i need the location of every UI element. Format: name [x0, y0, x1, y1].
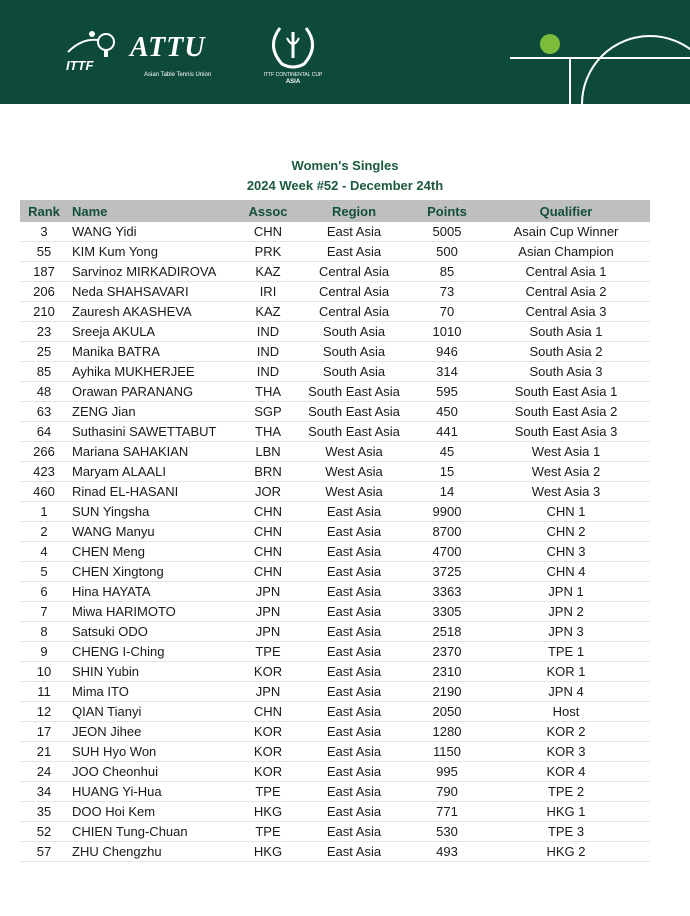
- assoc-cell: HKG: [253, 844, 283, 859]
- qualifier-cell: Central Asia 3: [525, 304, 607, 319]
- rank-cell: 1: [40, 504, 48, 519]
- qualifiers-table: [20, 200, 650, 862]
- rank-cell: 85: [36, 364, 52, 379]
- qualifier-cell: West Asia 3: [531, 484, 601, 499]
- assoc-cell: KOR: [253, 724, 283, 739]
- assoc-cell: IRI: [259, 284, 277, 299]
- table-row: [20, 742, 650, 762]
- region-cell: South Asia: [322, 344, 386, 359]
- assoc-cell: JPN: [255, 604, 281, 619]
- points-cell: 3305: [432, 604, 462, 619]
- ittf-logo: [62, 28, 122, 73]
- table-row: [20, 562, 650, 582]
- table-row: [20, 302, 650, 322]
- cup-line-1: ITTF CONTINENTAL CUP: [263, 72, 323, 78]
- header-banner: [0, 0, 690, 104]
- assoc-cell: THA: [255, 384, 281, 399]
- name-cell: Sarvinoz MIRKADIROVA: [72, 264, 217, 279]
- assoc-cell: CHN: [253, 544, 283, 559]
- rank-cell: 24: [36, 764, 52, 779]
- region-cell: East Asia: [326, 744, 382, 759]
- name-cell: Orawan PARANANG: [72, 384, 194, 399]
- name-cell: Hina HAYATA: [72, 584, 151, 599]
- qualifier-cell: South Asia 2: [529, 344, 603, 359]
- name-cell: JOO Cheonhui: [72, 764, 158, 779]
- rank-cell: 35: [36, 804, 52, 819]
- rank-cell: 11: [37, 684, 51, 699]
- qualifier-cell: JPN 2: [548, 604, 584, 619]
- rank-cell: 23: [36, 324, 52, 339]
- name-cell: Manika BATRA: [72, 344, 160, 359]
- table-row: [20, 662, 650, 682]
- assoc-cell: JPN: [255, 584, 281, 599]
- qualifier-cell: TPE 1: [547, 644, 585, 659]
- region-cell: East Asia: [326, 824, 382, 839]
- qualifier-cell: HKG 2: [546, 844, 586, 859]
- rank-cell: 7: [40, 604, 48, 619]
- name-cell: Suthasini SAWETTABUT: [72, 424, 217, 439]
- points-cell: 85: [439, 264, 455, 279]
- name-cell: JEON Jihee: [72, 724, 142, 739]
- assoc-cell: TPE: [255, 644, 281, 659]
- rank-cell: 423: [33, 464, 55, 479]
- points-cell: 15: [439, 464, 455, 479]
- name-cell: Rinad EL-HASANI: [72, 484, 179, 499]
- region-cell: East Asia: [326, 664, 382, 679]
- column-header-rank: Rank: [20, 200, 68, 222]
- name-cell: CHEN Xingtong: [72, 564, 164, 579]
- qualifier-cell: West Asia 2: [531, 464, 601, 479]
- region-cell: South East Asia: [308, 384, 400, 399]
- table-header-row: [20, 200, 650, 222]
- cup-emblem-icon: [258, 24, 328, 70]
- region-cell: East Asia: [326, 584, 382, 599]
- assoc-cell: IND: [256, 324, 280, 339]
- region-cell: East Asia: [326, 644, 382, 659]
- table-row: [20, 602, 650, 622]
- table-tennis-table-graphic: [510, 0, 690, 104]
- assoc-cell: JOR: [255, 484, 281, 499]
- table-row: [20, 522, 650, 542]
- qualifier-cell: South Asia 1: [529, 324, 603, 339]
- qualifier-cell: KOR 1: [546, 664, 586, 679]
- qualifier-cell: Central Asia 2: [525, 284, 607, 299]
- page-title: Women's Singles: [291, 158, 399, 173]
- table-row: [20, 262, 650, 282]
- cup-line-2: ASIA: [285, 79, 301, 85]
- assoc-cell: KOR: [253, 764, 283, 779]
- qualifier-cell: South East Asia 3: [514, 424, 618, 439]
- rank-cell: 9: [40, 644, 48, 659]
- region-cell: East Asia: [326, 684, 382, 699]
- points-cell: 1150: [433, 744, 461, 759]
- qualifier-cell: KOR 2: [546, 724, 586, 739]
- assoc-cell: TPE: [255, 784, 281, 799]
- region-cell: West Asia: [325, 484, 383, 499]
- points-cell: 2050: [432, 704, 462, 719]
- table-row: [20, 822, 650, 842]
- table-row: [20, 402, 650, 422]
- region-cell: Central Asia: [318, 304, 390, 319]
- points-cell: 946: [436, 344, 458, 359]
- region-cell: Central Asia: [318, 284, 390, 299]
- points-cell: 4700: [432, 544, 462, 559]
- points-cell: 14: [439, 484, 455, 499]
- name-cell: Mariana SAHAKIAN: [72, 444, 189, 459]
- points-cell: 2518: [432, 624, 462, 639]
- table-row: [20, 582, 650, 602]
- table-row: [20, 422, 650, 442]
- qualifier-cell: Host: [552, 704, 580, 719]
- attu-logo-mark: ATTU: [130, 32, 206, 63]
- assoc-cell: JPN: [255, 624, 281, 639]
- name-cell: Ayhika MUKHERJEE: [72, 364, 195, 379]
- region-cell: East Asia: [326, 624, 382, 639]
- points-cell: 771: [436, 804, 458, 819]
- paddle-icon: [62, 28, 122, 60]
- rank-cell: 64: [36, 424, 52, 439]
- rank-cell: 25: [36, 344, 52, 359]
- assoc-cell: LBN: [255, 444, 281, 459]
- rank-cell: 266: [33, 444, 55, 459]
- qualifier-cell: CHN 2: [546, 524, 586, 539]
- region-cell: East Asia: [326, 724, 382, 739]
- rank-cell: 187: [33, 264, 55, 279]
- rank-cell: 63: [36, 404, 52, 419]
- table-row: [20, 542, 650, 562]
- points-cell: 314: [436, 364, 458, 379]
- rank-cell: 52: [36, 824, 52, 839]
- rank-cell: 2: [40, 524, 48, 539]
- name-cell: QIAN Tianyi: [72, 704, 142, 719]
- table-row: [20, 682, 650, 702]
- ball-icon: [540, 34, 560, 54]
- points-cell: 1280: [432, 724, 462, 739]
- table-body: [20, 222, 650, 862]
- region-cell: South Asia: [322, 324, 386, 339]
- points-cell: 2190: [432, 684, 462, 699]
- name-cell: WANG Manyu: [72, 524, 155, 539]
- assoc-cell: TPE: [255, 824, 281, 839]
- table-row: [20, 702, 650, 722]
- name-cell: ZHU Chengzhu: [72, 844, 162, 859]
- region-cell: South Asia: [322, 364, 386, 379]
- qualifier-cell: CHN 3: [546, 544, 586, 559]
- assoc-cell: CHN: [253, 704, 283, 719]
- points-cell: 995: [436, 764, 458, 779]
- points-cell: 790: [436, 784, 458, 799]
- name-cell: Mima ITO: [72, 684, 129, 699]
- assoc-cell: IND: [256, 364, 280, 379]
- page-subtitle: 2024 Week #52 - December 24th: [246, 178, 444, 193]
- column-header-points: Points: [412, 200, 482, 222]
- qualifier-cell: Asian Champion: [518, 244, 614, 259]
- table-row: [20, 762, 650, 782]
- assoc-cell: IND: [256, 344, 280, 359]
- points-cell: 45: [439, 444, 455, 459]
- qualifier-cell: TPE 2: [547, 784, 585, 799]
- table-row: [20, 282, 650, 302]
- table-row: [20, 502, 650, 522]
- region-cell: East Asia: [326, 504, 382, 519]
- rank-cell: 12: [36, 704, 52, 719]
- table-row: [20, 322, 650, 342]
- region-cell: East Asia: [326, 604, 382, 619]
- qualifier-cell: South East Asia 2: [514, 404, 618, 419]
- assoc-cell: CHN: [253, 564, 283, 579]
- rank-cell: 10: [36, 664, 52, 679]
- region-cell: South East Asia: [308, 424, 400, 439]
- name-cell: Miwa HARIMOTO: [72, 604, 176, 619]
- column-header-qualifier: Qualifier: [482, 200, 650, 222]
- points-cell: 8700: [432, 524, 462, 539]
- points-cell: 595: [436, 384, 458, 399]
- rank-cell: 55: [36, 244, 52, 259]
- points-cell: 500: [436, 244, 458, 259]
- rank-cell: 5: [40, 564, 48, 579]
- qualifier-cell: Asain Cup Winner: [513, 224, 619, 239]
- table-row: [20, 462, 650, 482]
- assoc-cell: KOR: [253, 744, 283, 759]
- points-cell: 3725: [432, 564, 462, 579]
- column-header-assoc: Assoc: [240, 200, 296, 222]
- points-cell: 9900: [432, 504, 462, 519]
- name-cell: CHENG I-Ching: [72, 644, 165, 659]
- rank-cell: 6: [40, 584, 48, 599]
- attu-logo: [130, 32, 240, 78]
- rank-cell: 4: [40, 544, 48, 559]
- qualifier-cell: HKG 1: [546, 804, 586, 819]
- continental-cup-logo: [258, 24, 328, 85]
- table-row: [20, 842, 650, 862]
- points-cell: 5005: [432, 224, 462, 239]
- qualifier-cell: TPE 3: [547, 824, 585, 839]
- region-cell: East Asia: [326, 524, 382, 539]
- qualifier-cell: JPN 3: [548, 624, 584, 639]
- name-cell: HUANG Yi-Hua: [72, 784, 162, 799]
- assoc-cell: SGP: [254, 404, 282, 419]
- assoc-cell: KOR: [253, 664, 283, 679]
- points-cell: 530: [436, 824, 458, 839]
- region-cell: East Asia: [326, 564, 382, 579]
- table-row: [20, 802, 650, 822]
- name-cell: Zauresh AKASHEVA: [72, 304, 192, 319]
- points-cell: 493: [436, 844, 458, 859]
- rank-cell: 3: [40, 224, 48, 239]
- points-cell: 73: [439, 284, 455, 299]
- assoc-cell: THA: [255, 424, 281, 439]
- table-row: [20, 642, 650, 662]
- name-cell: SHIN Yubin: [72, 664, 139, 679]
- ittf-logo-text: ITTF: [66, 58, 94, 73]
- assoc-cell: JPN: [255, 684, 281, 699]
- points-cell: 3363: [432, 584, 462, 599]
- assoc-cell: HKG: [253, 804, 283, 819]
- qualifier-cell: Central Asia 1: [525, 264, 607, 279]
- table-row: [20, 622, 650, 642]
- rank-cell: 34: [36, 784, 52, 799]
- name-cell: Satsuki ODO: [72, 624, 148, 639]
- assoc-cell: CHN: [253, 524, 283, 539]
- table-row: [20, 342, 650, 362]
- rank-cell: 17: [36, 724, 52, 739]
- region-cell: East Asia: [326, 704, 382, 719]
- qualifier-cell: CHN 4: [546, 564, 586, 579]
- table-row: [20, 722, 650, 742]
- rank-cell: 21: [36, 744, 52, 759]
- attu-subtitle: Asian Table Tennis Union: [144, 72, 212, 78]
- region-cell: Central Asia: [318, 264, 390, 279]
- name-cell: ZENG Jian: [72, 404, 136, 419]
- qualifier-cell: KOR 3: [546, 744, 586, 759]
- name-cell: WANG Yidi: [72, 224, 137, 239]
- qualifier-cell: JPN 4: [548, 684, 584, 699]
- table-row: [20, 222, 650, 242]
- qualifier-cell: South East Asia 1: [514, 384, 618, 399]
- rank-cell: 210: [33, 304, 55, 319]
- rank-cell: 57: [36, 844, 52, 859]
- points-cell: 2370: [432, 644, 462, 659]
- rank-cell: 48: [36, 384, 52, 399]
- points-cell: 1010: [432, 324, 462, 339]
- qualifier-cell: West Asia 1: [531, 444, 601, 459]
- rank-cell: 206: [33, 284, 55, 299]
- qualifier-cell: CHN 1: [546, 504, 586, 519]
- name-cell: DOO Hoi Kem: [72, 804, 156, 819]
- points-cell: 2310: [432, 664, 462, 679]
- points-cell: 441: [436, 424, 458, 439]
- qualifier-cell: JPN 1: [548, 584, 584, 599]
- name-cell: CHIEN Tung-Chuan: [72, 824, 188, 839]
- region-cell: East Asia: [326, 544, 382, 559]
- region-cell: West Asia: [325, 444, 383, 459]
- rank-cell: 8: [40, 624, 48, 639]
- region-cell: East Asia: [326, 804, 382, 819]
- region-cell: East Asia: [326, 764, 382, 779]
- table-row: [20, 782, 650, 802]
- table-row: [20, 242, 650, 262]
- name-cell: CHEN Meng: [72, 544, 145, 559]
- region-cell: East Asia: [326, 244, 382, 259]
- table-row: [20, 442, 650, 462]
- assoc-cell: CHN: [253, 504, 283, 519]
- name-cell: Maryam ALAALI: [72, 464, 166, 479]
- qualifier-cell: KOR 4: [546, 764, 586, 779]
- name-cell: KIM Kum Yong: [72, 244, 158, 259]
- assoc-cell: CHN: [253, 224, 283, 239]
- region-cell: East Asia: [326, 844, 382, 859]
- name-cell: Neda SHAHSAVARI: [72, 284, 189, 299]
- region-cell: East Asia: [326, 224, 382, 239]
- region-cell: South East Asia: [308, 404, 400, 419]
- name-cell: Sreeja AKULA: [72, 324, 156, 339]
- points-cell: 70: [439, 304, 455, 319]
- table-row: [20, 482, 650, 502]
- column-header-name: Name: [68, 200, 240, 222]
- name-cell: SUN Yingsha: [72, 504, 150, 519]
- table-row: [20, 382, 650, 402]
- region-cell: East Asia: [326, 784, 382, 799]
- points-cell: 450: [436, 404, 458, 419]
- assoc-cell: BRN: [254, 464, 282, 479]
- assoc-cell: KAZ: [255, 304, 281, 319]
- name-cell: SUH Hyo Won: [72, 744, 157, 759]
- assoc-cell: PRK: [254, 244, 282, 259]
- assoc-cell: KAZ: [255, 264, 281, 279]
- region-cell: West Asia: [325, 464, 383, 479]
- table-row: [20, 362, 650, 382]
- rank-cell: 460: [33, 484, 55, 499]
- column-header-region: Region: [296, 200, 412, 222]
- qualifier-cell: South Asia 3: [529, 364, 603, 379]
